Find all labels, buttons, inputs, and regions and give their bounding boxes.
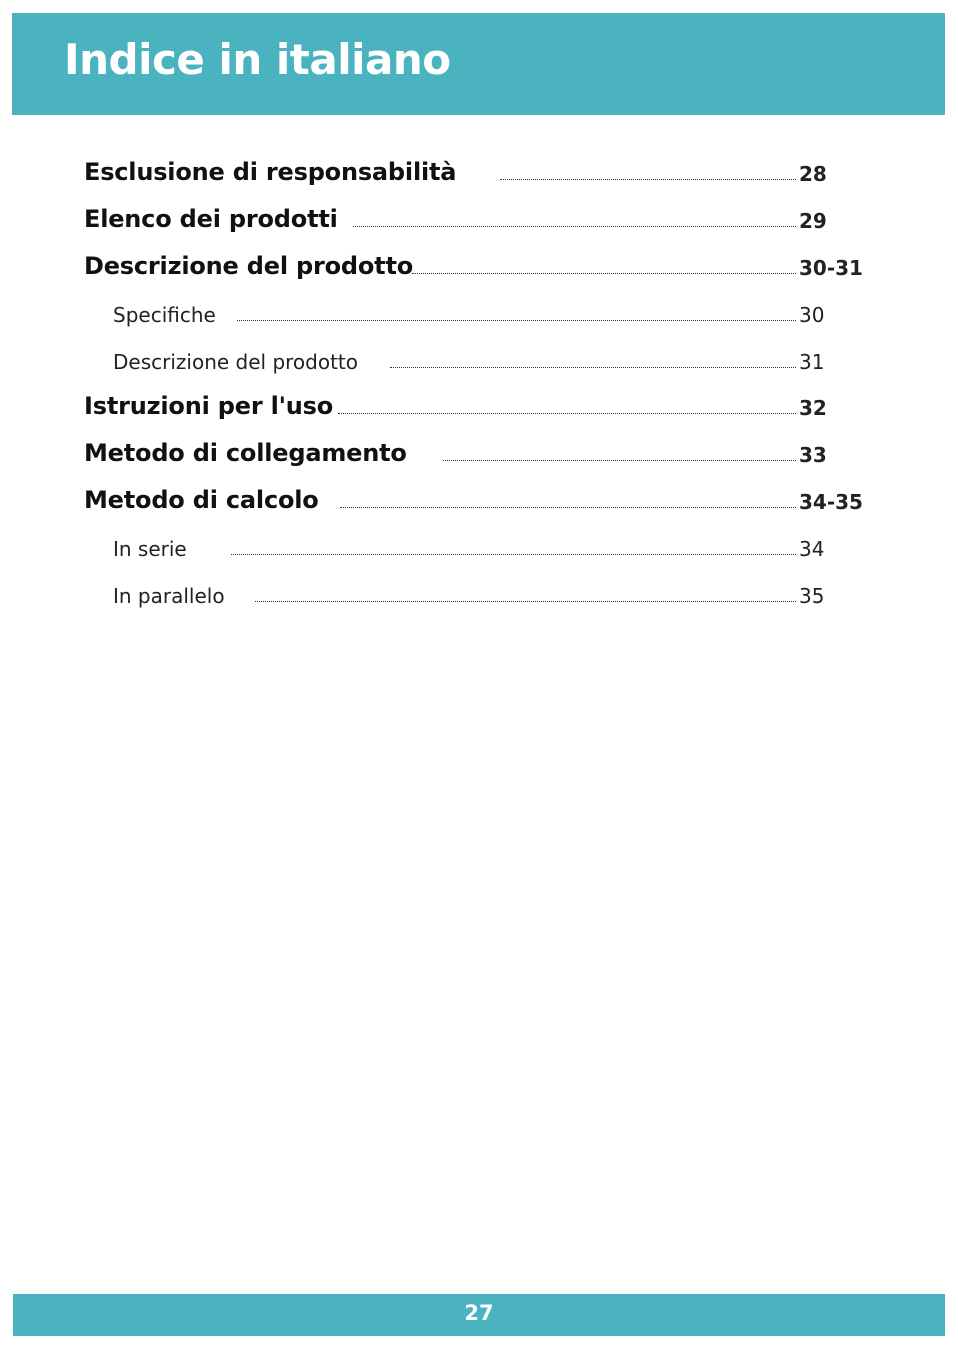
toc-leader-dots	[231, 554, 796, 555]
page-number: 27	[464, 1301, 494, 1325]
toc-entry-page: 34-35	[799, 490, 863, 514]
toc-subentry-page: 34	[799, 537, 825, 561]
toc-subentry-page: 35	[799, 584, 825, 608]
toc-subentry-label: Descrizione del prodotto	[113, 350, 362, 374]
toc-leader-dots	[353, 226, 796, 227]
toc-subentry-page: 30	[799, 303, 825, 327]
toc-subentry-label: In parallelo	[113, 584, 229, 608]
toc-entry-label: Elenco dei prodotti	[84, 205, 342, 233]
toc-entry-label: Metodo di collegamento	[84, 439, 411, 467]
toc-subentry[interactable]	[113, 297, 866, 331]
toc-leader-dots	[390, 367, 796, 368]
toc-entry-page: 28	[799, 162, 827, 186]
toc-leader-dots	[412, 273, 796, 274]
toc-entry-label: Descrizione del prodotto	[84, 252, 417, 280]
toc-leader-dots	[500, 179, 796, 180]
toc-entry[interactable]	[84, 250, 866, 284]
toc-leader-dots	[237, 320, 796, 321]
toc-entry[interactable]	[84, 484, 866, 518]
toc-entry-page: 29	[799, 209, 827, 233]
toc-entry[interactable]	[84, 437, 866, 471]
toc-entry-page: 32	[799, 396, 827, 420]
toc-entry-page: 33	[799, 443, 827, 467]
toc-leader-dots	[340, 507, 796, 508]
footer-banner	[13, 1294, 945, 1336]
toc-leader-dots	[255, 601, 796, 602]
toc-entry-label: Esclusione di responsabilità	[84, 158, 460, 186]
toc-subentry-page: 31	[799, 350, 825, 374]
toc-subentry[interactable]	[113, 531, 866, 565]
toc-leader-dots	[338, 413, 796, 414]
toc-entry[interactable]	[84, 390, 866, 424]
toc-entry[interactable]	[84, 203, 866, 237]
toc-subentry-label: In serie	[113, 537, 191, 561]
toc-entry-label: Metodo di calcolo	[84, 486, 323, 514]
page-title: Indice in italiano	[64, 35, 451, 84]
toc-entry[interactable]	[84, 156, 866, 190]
toc-subentry-label: Specifiche	[113, 303, 220, 327]
toc-leader-dots	[443, 460, 796, 461]
toc-subentry[interactable]	[113, 578, 866, 612]
toc-entry-page: 30-31	[799, 256, 863, 280]
toc-entry-label: Istruzioni per l'uso	[84, 392, 337, 420]
toc-subentry[interactable]	[113, 344, 866, 378]
